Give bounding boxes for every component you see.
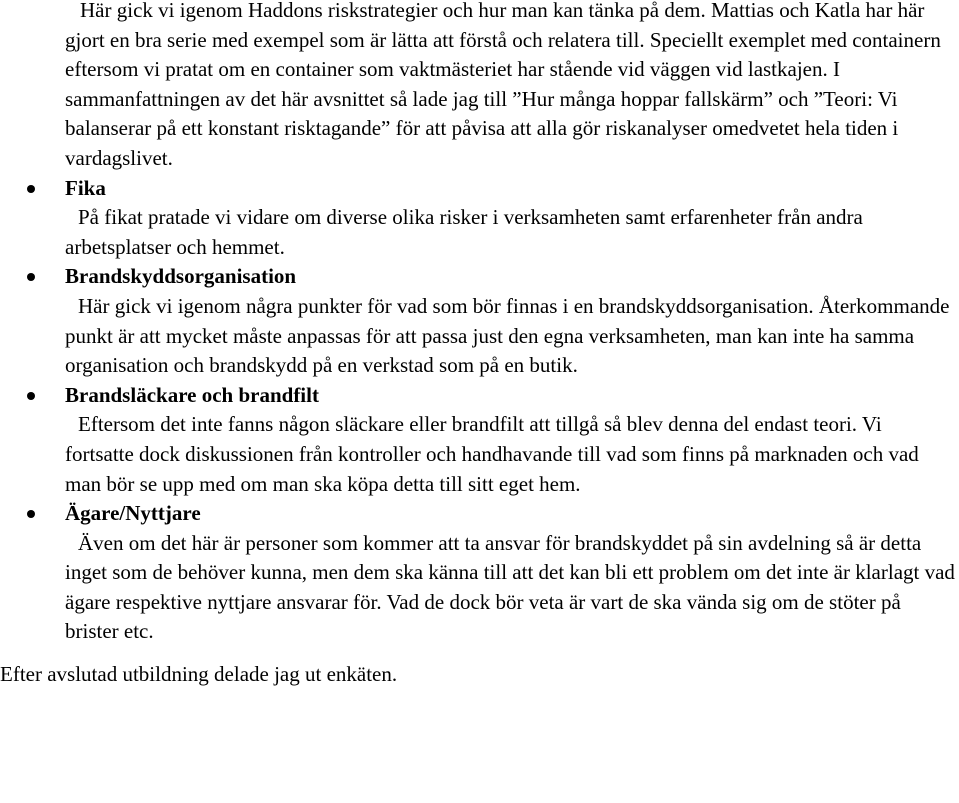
section-text: Även om det här är personer som kommer att ta ansvar för brandskyddet på sin avdelning så är detta inget som de behöver kunna, men dem ska känna till att det kan bli ett problem om det inte är klarlagt vad ägare respektive nyttjare ansvarar för. Vad de dock bör veta är vart de ska vända sig om de stöter på brister etc.	[65, 530, 955, 644]
section-heading: Fika	[65, 175, 106, 200]
bullet-icon	[27, 510, 35, 518]
bullet-icon	[27, 185, 35, 193]
section-text: Eftersom det inte fanns någon släckare eller brandfilt att tillgå så blev denna del endast teori. Vi fortsatte dock diskussionen från kontroller och handhavande till vad som finns på marknaden och vad man bör se upp med om man ska köpa detta till sitt eget hem.	[65, 412, 919, 496]
section-brandslackare	[65, 381, 955, 499]
section-agare-nyttjare	[65, 499, 955, 647]
closing-line: Efter avslutad utbildning delade jag ut enkäten.	[0, 662, 398, 687]
section-text: På fikat pratade vi vidare om diverse olika risker i verksamheten samt erfarenheter från andra arbetsplatser och hemmet.	[65, 205, 863, 259]
section-fika	[65, 174, 955, 263]
section-heading: Ägare/Nyttjare	[65, 501, 201, 526]
bullet-icon	[27, 392, 35, 400]
bullet-icon	[27, 273, 35, 281]
section-heading: Brandskyddsorganisation	[65, 264, 297, 289]
section-text: Här gick vi igenom några punkter för vad som bör finnas i en brandskyddsorganisation. Återkommande punkt är att mycket måste anpassas för att passa just den egna verksamheten, man kan inte ha samma organisation och brandskydd på en verkstad som på en butik.	[65, 293, 950, 378]
intro-paragraph: Här gick vi igenom Haddons riskstrategier och hur man kan tänka på dem. Mattias och Katla har här gjort en bra serie med exempel som är lätta att förstå och relatera till. Speciellt exemplet med containern eftersom vi pratat om en container som vaktmästeriet har stående vid väggen vid lastkajen. I sammanfattningen av det här avsnittet så lade jag till ”Hur många hoppar fallskärm” och ”Teori: Vi balanserar på ett konstant risktagande” för att påvisa att alla gör riskanalyser omedvetet hela tiden i vardagslivet.	[65, 0, 941, 170]
section-heading: Brandsläckare och brandfilt	[65, 382, 319, 407]
section-brandskyddsorganisation	[65, 262, 955, 380]
